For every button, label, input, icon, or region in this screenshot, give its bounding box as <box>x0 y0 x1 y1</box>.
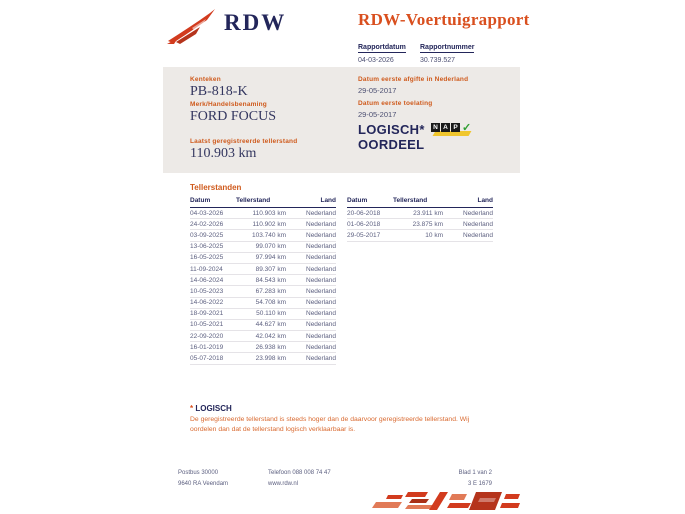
cell-datum: 01-06-2018 <box>347 219 393 230</box>
footnote-asterisk: * <box>190 404 194 413</box>
table-row <box>190 319 336 330</box>
cell-datum: 20-06-2018 <box>347 208 393 219</box>
cell-land: Nederland <box>296 286 336 297</box>
col-header-land: Land <box>453 195 493 208</box>
cell-land: Nederland <box>296 208 336 219</box>
footnote-text: De geregistreerde tellerstand is steeds hoger dan de daarvoor geregistreerde tellerstand. Wij oordelen dan dat de tellerstand logisch verklaarbaar is. <box>190 416 470 433</box>
cell-land: Nederland <box>453 219 493 230</box>
table-row <box>190 286 336 297</box>
vehicle-summary-panel <box>163 67 520 173</box>
tellerstanden-table-left <box>190 195 336 365</box>
eerste-afgifte-label: Datum eerste afgifte in Nederland <box>358 76 469 83</box>
table-header-row <box>347 195 493 208</box>
report-number-value: 30.739.527 <box>420 57 456 64</box>
report-date-value: 04-03-2026 <box>358 57 394 64</box>
merk-label: Merk/Handelsbenaming <box>190 101 267 108</box>
cell-land: Nederland <box>296 342 336 353</box>
cell-datum: 14-06-2024 <box>190 275 236 286</box>
table-row <box>190 208 336 219</box>
table-row <box>190 308 336 319</box>
table-row <box>190 252 336 263</box>
table-row <box>190 230 336 241</box>
cell-tellerstand: 23.875 km <box>393 219 453 230</box>
cell-land: Nederland <box>296 219 336 230</box>
table-row <box>190 241 336 252</box>
cell-datum: 16-05-2025 <box>190 252 236 263</box>
report-number-label: Rapportnummer <box>420 44 475 51</box>
cell-datum: 05-07-2018 <box>190 353 236 364</box>
cell-tellerstand: 103.740 km <box>236 230 296 241</box>
oordeel-line1: LOGISCH* <box>358 122 425 137</box>
col-header-tellerstand: Tellerstand <box>393 195 453 208</box>
footer-phone: Telefoon 088 008 74 47 <box>268 470 331 476</box>
footer-website[interactable]: www.rdw.nl <box>268 481 299 487</box>
footnote-title-text: LOGISCH <box>193 404 232 413</box>
cell-tellerstand: 89.307 km <box>236 263 296 274</box>
merk-value: FORD FOCUS <box>190 109 276 124</box>
report-date-block <box>358 36 406 64</box>
footnote-title <box>190 404 232 413</box>
nap-letter-squares <box>431 123 460 132</box>
col-header-datum: Datum <box>347 195 393 208</box>
rdw-bird-icon <box>166 8 218 46</box>
cell-land: Nederland <box>296 353 336 364</box>
table-row <box>347 230 493 241</box>
eerste-afgifte-value: 29-05-2017 <box>358 86 397 95</box>
cell-tellerstand: 44.627 km <box>236 319 296 330</box>
cell-tellerstand: 50.110 km <box>236 308 296 319</box>
table-row <box>190 219 336 230</box>
laatste-tellerstand-label: Laatst geregistreerde tellerstand <box>190 138 298 145</box>
cell-datum: 13-06-2025 <box>190 241 236 252</box>
cell-land: Nederland <box>296 241 336 252</box>
cell-tellerstand: 23.998 km <box>236 353 296 364</box>
cell-datum: 18-09-2021 <box>190 308 236 319</box>
table-row <box>190 331 336 342</box>
footer-address-line2: 9640 RA Veendam <box>178 481 229 487</box>
cell-tellerstand: 23.911 km <box>393 208 453 219</box>
tellerstanden-heading: Tellerstanden <box>190 183 242 192</box>
cell-datum: 29-05-2017 <box>347 230 393 241</box>
cell-tellerstand: 84.543 km <box>236 275 296 286</box>
rdw-logo-text: RDW <box>224 10 287 35</box>
rdw-decorative-stripes <box>368 490 520 513</box>
cell-tellerstand: 67.283 km <box>236 286 296 297</box>
table-row <box>347 208 493 219</box>
footer-page-indicator: Blad 1 van 2 <box>458 470 492 476</box>
cell-datum: 04-03-2026 <box>190 208 236 219</box>
nap-checkmark-icon: ✓ <box>462 122 472 134</box>
nap-letter-a: A <box>441 123 450 132</box>
col-header-tellerstand: Tellerstand <box>236 195 296 208</box>
oordeel-line2: OORDEEL <box>358 137 425 152</box>
table-row <box>190 275 336 286</box>
cell-datum: 14-06-2022 <box>190 297 236 308</box>
kenteken-label: Kenteken <box>190 76 221 83</box>
nap-letter-n: N <box>431 123 440 132</box>
cell-datum: 24-02-2026 <box>190 219 236 230</box>
tellerstanden-table-right <box>347 195 493 242</box>
nap-letter-p: P <box>451 123 460 132</box>
cell-tellerstand: 99.070 km <box>236 241 296 252</box>
cell-land: Nederland <box>296 252 336 263</box>
footer-address <box>178 468 228 490</box>
footer-address-line1: Postbus 30000 <box>178 470 219 476</box>
cell-tellerstand: 54.708 km <box>236 297 296 308</box>
col-header-land: Land <box>296 195 336 208</box>
col-header-datum: Datum <box>190 195 236 208</box>
report-number-block <box>420 36 474 64</box>
footer-contact <box>268 468 331 490</box>
cell-datum: 11-09-2024 <box>190 263 236 274</box>
laatste-tellerstand-value: 110.903 km <box>190 146 257 161</box>
cell-tellerstand: 97.994 km <box>236 252 296 263</box>
kenteken-value: PB-818-K <box>190 84 248 99</box>
cell-land: Nederland <box>296 275 336 286</box>
table-row <box>190 263 336 274</box>
cell-tellerstand: 110.902 km <box>236 219 296 230</box>
eerste-toelating-value: 29-05-2017 <box>358 110 397 119</box>
cell-land: Nederland <box>296 263 336 274</box>
cell-datum: 03-09-2025 <box>190 230 236 241</box>
cell-tellerstand: 26.938 km <box>236 342 296 353</box>
footer-form-code: 3 E 1679 <box>467 481 492 487</box>
table-row <box>190 297 336 308</box>
cell-land: Nederland <box>453 230 493 241</box>
cell-land: Nederland <box>453 208 493 219</box>
speed-stripes-icon <box>368 490 520 513</box>
table-header-row <box>190 195 336 208</box>
cell-tellerstand: 110.903 km <box>236 208 296 219</box>
table-row <box>190 342 336 353</box>
report-date-label: Rapportdatum <box>358 44 406 51</box>
cell-datum: 10-05-2021 <box>190 319 236 330</box>
oordeel-text <box>358 122 425 152</box>
nap-logo <box>431 121 477 141</box>
cell-tellerstand: 42.042 km <box>236 331 296 342</box>
cell-tellerstand: 10 km <box>393 230 453 241</box>
cell-land: Nederland <box>296 331 336 342</box>
cell-land: Nederland <box>296 297 336 308</box>
cell-datum: 16-01-2019 <box>190 342 236 353</box>
cell-land: Nederland <box>296 319 336 330</box>
cell-land: Nederland <box>296 230 336 241</box>
cell-datum: 22-09-2020 <box>190 331 236 342</box>
footer-page-info <box>400 468 492 490</box>
page-title: RDW-Voertuigrapport <box>358 10 530 29</box>
eerste-toelating-label: Datum eerste toelating <box>358 100 433 107</box>
cell-land: Nederland <box>296 308 336 319</box>
cell-datum: 10-05-2023 <box>190 286 236 297</box>
table-row <box>190 353 336 364</box>
table-row <box>347 219 493 230</box>
